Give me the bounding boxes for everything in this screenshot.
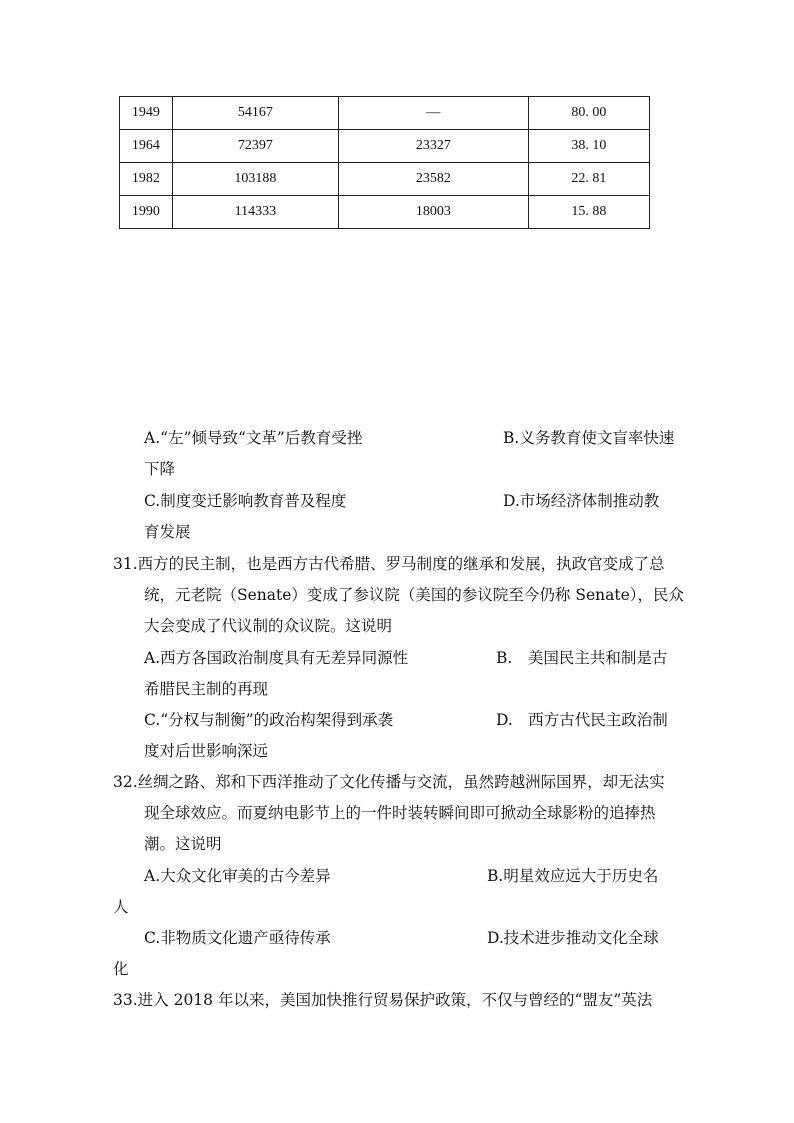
table-cell: 38. 10 bbox=[528, 130, 649, 163]
q30-option-d: D.市场经济体制推动教 bbox=[503, 492, 660, 510]
q30-option-a: A.“左”倾导致“文革”后教育受挫 bbox=[144, 429, 363, 447]
q32-option-a: A.大众文化审美的古今差异 bbox=[144, 867, 331, 885]
q30-option-c: C.制度变迁影响教育普及程度 bbox=[144, 492, 347, 510]
q32-option-b-wrap: 人 bbox=[113, 898, 129, 916]
table-cell: 23327 bbox=[338, 130, 528, 163]
q31-stem-line2: 统，元老院（Senate）变成了参议院（美国的参议院至今仍称 Senate），民众 bbox=[144, 586, 685, 604]
q32-option-c: C.非物质文化遗产亟待传承 bbox=[144, 929, 331, 947]
q31-stem-line3: 大会变成了代议制的众议院。这说明 bbox=[144, 617, 393, 635]
q32-option-d: D.技术进步推动文化全球 bbox=[487, 929, 659, 947]
q31-option-b: B. 美国民主共和制是古 bbox=[496, 649, 668, 667]
table-row bbox=[120, 97, 650, 130]
q32-stem-line1: 32.丝绸之路、郑和下西洋推动了文化传播与交流，虽然跨越洲际国界，却无法实 bbox=[113, 773, 665, 791]
q31-option-c: C.“分权与制衡”的政治构架得到承袭 bbox=[144, 711, 394, 729]
table-row bbox=[120, 130, 650, 163]
table-cell: 54167 bbox=[172, 97, 338, 130]
data-table bbox=[119, 96, 650, 229]
table-cell: 18003 bbox=[338, 196, 528, 229]
q30-option-b-wrap: 下降 bbox=[144, 460, 176, 478]
q31-option-d-wrap: 度对后世影响深远 bbox=[144, 742, 269, 760]
q30-option-d-wrap: 育发展 bbox=[144, 523, 191, 541]
table-cell: 1990 bbox=[120, 196, 173, 229]
q31-option-a: A.西方各国政治制度具有无差异同源性 bbox=[144, 649, 409, 667]
table-cell: 1982 bbox=[120, 163, 173, 196]
q31-option-d: D. 西方古代民主政治制 bbox=[496, 711, 668, 729]
table-cell: 114333 bbox=[172, 196, 338, 229]
q33-stem-line1: 33.进入 2018 年以来，美国加快推行贸易保护政策，不仅与曾经的“盟友”英法 bbox=[113, 991, 653, 1009]
q32-stem-line2: 现全球效应。而夏纳电影节上的一件时装转瞬间即可掀动全球影粉的追捧热 bbox=[144, 804, 656, 822]
table-cell: — bbox=[338, 97, 528, 130]
table-row bbox=[120, 163, 650, 196]
table-cell: 103188 bbox=[172, 163, 338, 196]
table-cell: 23582 bbox=[338, 163, 528, 196]
q31-option-b-wrap: 希腊民主制的再现 bbox=[144, 680, 269, 698]
q32-option-d-wrap: 化 bbox=[113, 960, 129, 978]
table-cell: 22. 81 bbox=[528, 163, 649, 196]
table-cell: 1964 bbox=[120, 130, 173, 163]
table-cell: 80. 00 bbox=[528, 97, 649, 130]
table-row bbox=[120, 196, 650, 229]
table-cell: 15. 88 bbox=[528, 196, 649, 229]
q30-option-b: B.义务教育使文盲率快速 bbox=[503, 429, 675, 447]
q32-option-b: B.明星效应远大于历史名 bbox=[487, 867, 659, 885]
table-cell: 1949 bbox=[120, 97, 173, 130]
q32-stem-line3: 潮。这说明 bbox=[144, 835, 222, 853]
table-cell: 72397 bbox=[172, 130, 338, 163]
q31-stem-line1: 31.西方的民主制，也是西方古代希腊、罗马制度的继承和发展，执政官变成了总 bbox=[113, 555, 665, 573]
